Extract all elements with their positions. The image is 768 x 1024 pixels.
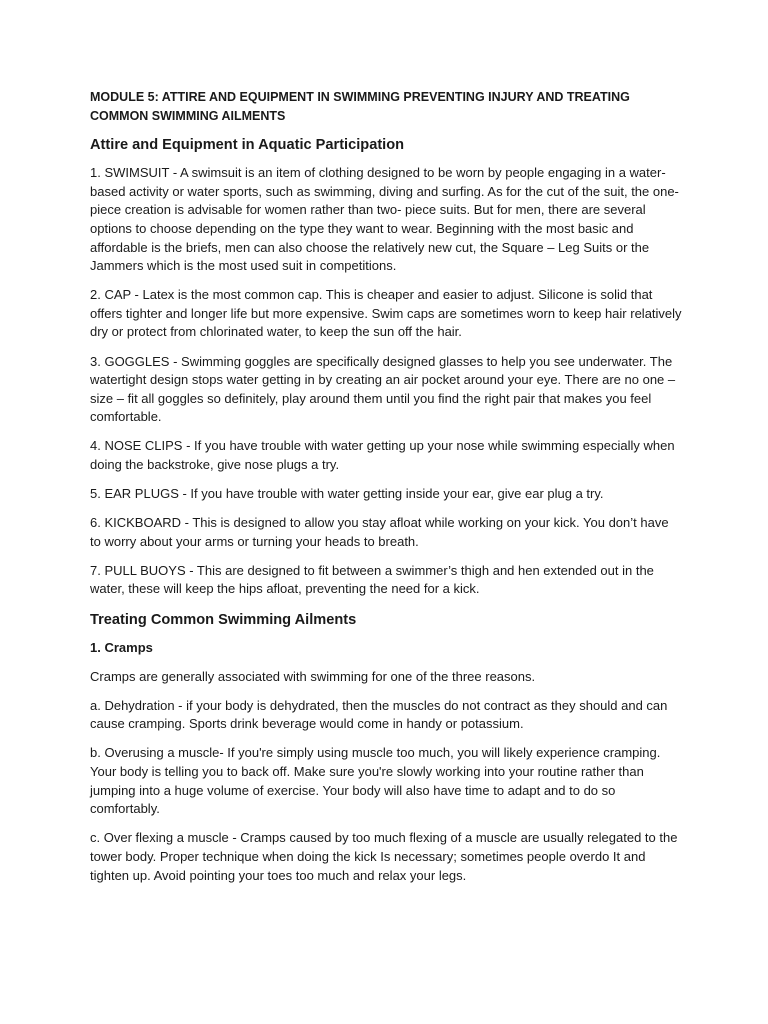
module-title: MODULE 5: ATTIRE AND EQUIPMENT IN SWIMMING PREVENTING INJURY AND TREATING COMMON SWIMMING AILMENTS xyxy=(90,90,630,123)
paragraph-overusing-muscle: b. Overusing a muscle- If you're simply using muscle too much, you will likely experience cramping. Your body is telling you to back off. Make sure you're slowly working into your routine rather than jumping into a huge volume of exercise. Your body will also have time to adapt and to do so comfortably. xyxy=(90,745,661,817)
section-heading-attire: Attire and Equipment in Aquatic Participation xyxy=(90,137,405,154)
paragraph-dehydration: a. Dehydration - if your body is dehydrated, then the muscles do not contract as they should and can cause cramping. Sports drink beverage would come in handy or potassium. xyxy=(90,697,668,732)
paragraph-swimsuit: 1. SWIMSUIT - A swimsuit is an item of clothing designed to be worn by people engaging in a water-based activity or water sports, such as swimming, diving and surfing. As for the cut of the suit, the one-piece creation is advisable for women rather than two- piece suits. But for men, there are several options to choose depending on the type they want to wear. Beginning with the most basic and affordable is the briefs, men can also choose the relatively new cut, the Square – Leg Suits or the Jammers which is the most used suit in competitions. xyxy=(90,165,679,274)
paragraph-kickboard: 6. KICKBOARD - This is designed to allow you stay afloat while working on your kick. You don’t have to worry about your arms or turning your heads to breath. xyxy=(90,515,669,549)
paragraph-goggles: 3. GOGGLES - Swimming goggles are specifically designed glasses to help you see underwater. The watertight design stops water getting in by creating an air pocket around your eye. There are no one – size – fit all goggles so definitely, play around them until you find the right pair that makes you feel comfortable. xyxy=(90,353,676,425)
paragraph-pull-buoys: 7. PULL BUOYS - This are designed to fit between a swimmer’s thigh and hen extended out in the water, these will keep the hips afloat, preventing the need for a kick. xyxy=(90,562,654,597)
subheading-cramps: 1. Cramps xyxy=(90,639,153,655)
paragraph-nose-clips: 4. NOSE CLIPS - If you have trouble with water getting up your nose while swimming especially when doing the backstroke, give nose plugs a try. xyxy=(90,438,675,472)
paragraph-over-flexing: c. Over flexing a muscle - Cramps caused by too much flexing of a muscle are usually relegated to the tower body. Proper technique when doing the kick Is necessary; sometimes people overdo It and tighten up. Avoid pointing your toes too much and relax your legs. xyxy=(90,830,678,883)
paragraph-cap: 2. CAP - Latex is the most common cap. This is cheaper and easier to adjust. Silicone is solid that offers tighter and longer life but more expensive. Swim caps are sometimes worn to keep hair relatively dry or protect from chlorinated water, to keep the sun off the hair. xyxy=(90,287,682,340)
document-page xyxy=(90,88,682,896)
paragraph-ear-plugs: 5. EAR PLUGS - If you have trouble with water getting inside your ear, give ear plug a try. xyxy=(90,486,604,502)
section-heading-ailments: Treating Common Swimming Ailments xyxy=(90,611,357,628)
paragraph-cramps-intro: Cramps are generally associated with swimming for one of the three reasons. xyxy=(90,668,536,684)
